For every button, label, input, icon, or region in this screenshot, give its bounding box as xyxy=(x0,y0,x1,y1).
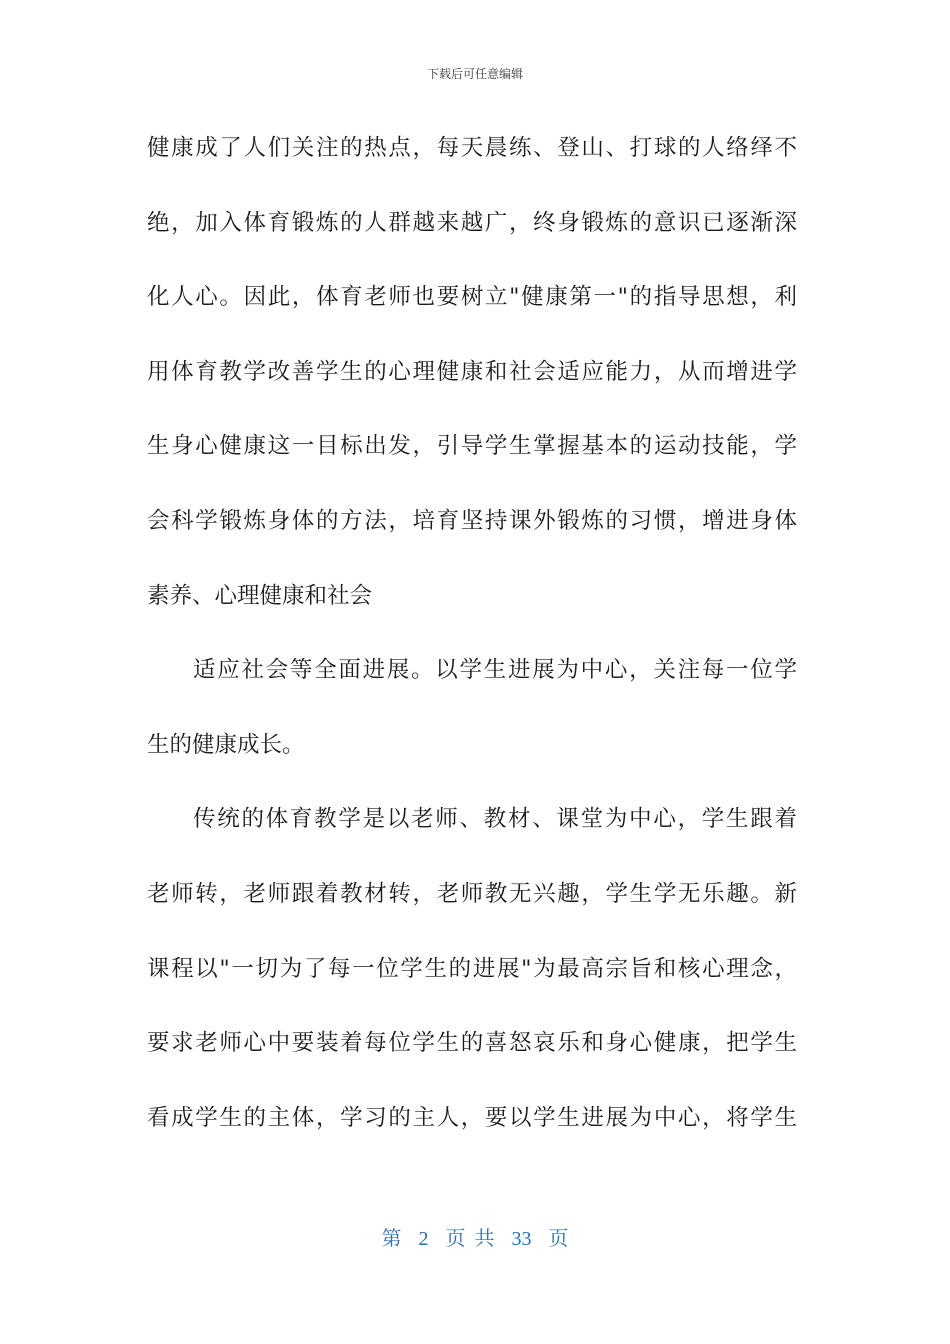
footer-middle: 页 共 xyxy=(445,1228,495,1250)
page-number-footer xyxy=(0,1226,950,1252)
paragraph-start-line: 适应社会等全面进展。以学生进展为中心，关注每一位学 xyxy=(193,657,797,684)
text-line: 老师转，老师跟着教材转，老师教无兴趣，学生学无乐趣。新 xyxy=(147,880,797,907)
total-page-count: 33 xyxy=(511,1228,532,1250)
current-page-number: 2 xyxy=(418,1228,429,1250)
text-line: 看成学生的主体，学习的主人，要以学生进展为中心，将学生 xyxy=(147,1104,797,1131)
document-body xyxy=(147,128,797,1172)
paragraph-start-line: 传统的体育教学是以老师、教材、课堂为中心，学生跟着 xyxy=(193,806,797,833)
text-line: 生的健康成长。 xyxy=(147,731,305,758)
text-line: 课程以"一切为了每一位学生的进展"为最高宗旨和核心理念， xyxy=(147,955,797,982)
footer-suffix: 页 xyxy=(548,1228,569,1250)
text-line: 会科学锻炼身体的方法，培育坚持课外锻炼的习惯，增进身体 xyxy=(147,507,797,534)
page-header: 下载后可任意编辑 xyxy=(426,67,523,81)
text-line: 化人心。因此，体育老师也要树立"健康第一"的指导思想，利 xyxy=(147,284,797,311)
text-line: 健康成了人们关注的热点，每天晨练、登山、打球的人络绎不 xyxy=(147,135,797,161)
text-line: 用体育教学改善学生的心理健康和社会适应能力，从而增进学 xyxy=(147,358,797,385)
text-line: 要求老师心中要装着每位学生的喜怒哀乐和身心健康，把学生 xyxy=(147,1030,797,1057)
text-line: 生身心健康这一目标出发，引导学生掌握基本的运动技能，学 xyxy=(147,433,797,460)
text-line: 绝，加入体育锻炼的人群越来越广，终身锻炼的意识已逐渐深 xyxy=(147,209,797,236)
text-line: 素养、心理健康和社会 xyxy=(147,582,373,609)
footer-prefix: 第 xyxy=(381,1228,402,1250)
